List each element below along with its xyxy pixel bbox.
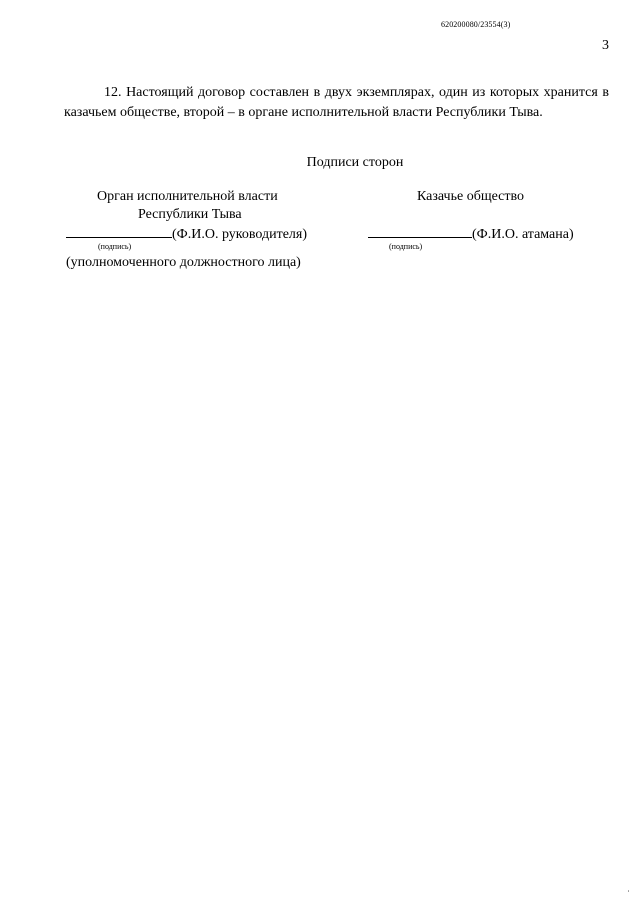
page-number: 3 <box>602 38 609 53</box>
left-fio-label: (Ф.И.О. руководителя) <box>172 227 307 242</box>
left-signature-caption: (подпись) <box>98 242 132 251</box>
right-signature-line <box>368 225 472 238</box>
document-id: 620200080/23554(3) <box>441 20 511 29</box>
corner-mark: - <box>624 889 633 893</box>
right-signature-caption: (подпись) <box>389 242 423 251</box>
left-signature-line <box>66 225 172 238</box>
paragraph-12: 12. Настоящий договор составлен в двух экземплярах, один из которых хранится в казачьем обществе, второй – в органе исполнительной власти Республики Тыва. <box>64 85 609 120</box>
right-party-name: Казачье общество <box>417 189 525 204</box>
left-party-name-line1: Орган исполнительной власти <box>97 189 278 204</box>
left-signature-row <box>66 225 307 243</box>
signatures-title: Подписи сторон <box>306 155 404 170</box>
left-party-name-line2: Республики Тыва <box>138 207 242 222</box>
right-fio-label: (Ф.И.О. атамана) <box>472 227 574 242</box>
left-subnote: (уполномоченного должностного лица) <box>66 255 301 270</box>
right-signature-row <box>368 225 574 243</box>
